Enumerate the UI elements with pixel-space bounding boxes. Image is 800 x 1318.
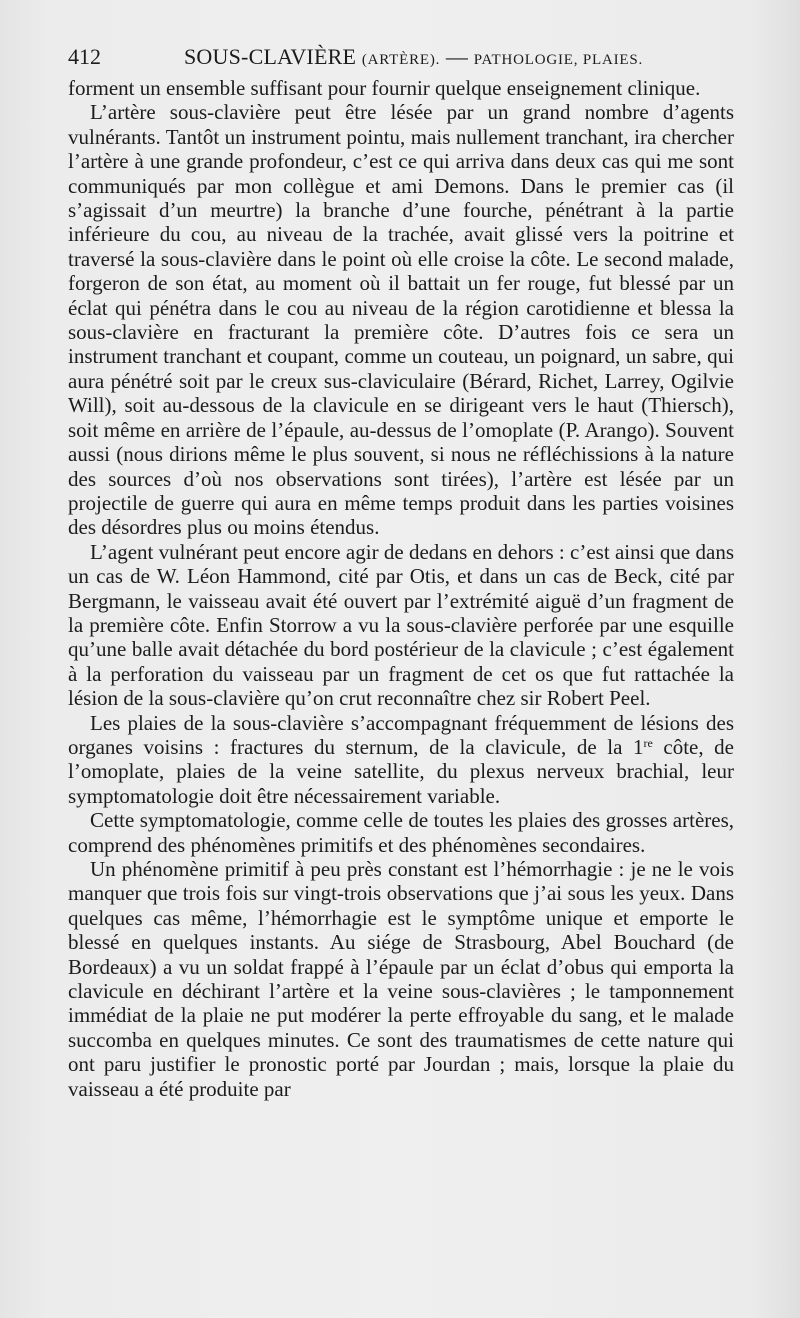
paragraph-2: L’artère sous-clavière peut être lésée par un grand nombre d’agents vulnérants. Tantôt un instrument pointu, mais nullement tranchant, ira chercher l’artère à une grande profondeur, c’est ce qui arriva dans deux cas qui me sont communiqués par mon collègue et ami Demons. Dans le premier cas (il s’agissait d’un meurtre) la branche d’une fourche, pénétrant à la partie inférieure du cou, au niveau de la trachée, avait glissé vers la poitrine et traversé la sous-clavière dans le point où elle croise la côte. Le second malade, forgeron de son état, au moment où il battait un fer rouge, fut blessé par un éclat qui pénétra dans le cou au niveau de la région carotidienne et blessa la sous-clavière en fracturant la première côte. D’autres fois ce sera un instrument tranchant et coupant, comme un couteau, un poignard, un sabre, qui aura pénétré soit par le creux sus-claviculaire (Bérard, Richet, Larrey, Ogilvie Will), soit au-dessous de la clavicule en se dirigeant vers le haut (Thiersch), soit même en arrière de l’épaule, au-dessus de l’omoplate (P. Arango). Souvent aussi (nous dirions même le plus souvent, si nous ne réfléchissions à la nature des sources d’où nos observations sont tirées), l’artère est lésée par un projectile de guerre qui aura en même temps produit dans les parties voisines des désordres plus ou moins étendus. bbox=[68, 100, 734, 540]
paragraph-1: forment un ensemble suffisant pour fournir quelque enseignement clinique. bbox=[68, 76, 701, 100]
paragraph-4 bbox=[68, 711, 734, 809]
title-sub: (ARTÈRE). bbox=[361, 52, 441, 68]
body-text bbox=[68, 76, 734, 1101]
ordinal-superscript: re bbox=[643, 735, 653, 750]
title-separator: — bbox=[445, 44, 469, 69]
paragraph-4-text-a: Les plaies de la sous-clavière s’accompagnant fréquemment de lésions des organes voisins : fractures du sternum, de la clavicule, de la 1 bbox=[68, 710, 734, 759]
section-title: PATHOLOGIE, PLAIES. bbox=[473, 52, 644, 68]
paragraph-6: Un phénomène primitif à peu près constant est l’hémorrhagie : je ne le vois manquer que trois fois sur vingt-trois observations que j’ai sous les yeux. Dans quelques cas même, l’hémorrhagie est le symptôme unique et emporte le blessé en quelques instants. Au siége de Strasbourg, Abel Bouchard (de Bordeaux) a vu un soldat frappé à l’épaule par un éclat d’obus qui emporta la clavicule en déchirant l’artère et la veine sous-clavières ; le tamponnement immédiat de la plaie ne put modérer la perte effroyable du sang, et le malade succomba en quelques minutes. Ce sont des traumatismes de cette nature qui ont paru justifier le pronostic porté par Jourdan ; mais, lorsque la plaie du vaisseau a été produite par bbox=[68, 857, 734, 1101]
paragraph-5: Cette symptomatologie, comme celle de toutes les plaies des grosses artères, comprend des phénomènes primitifs et des phénomènes secondaires. bbox=[68, 808, 734, 857]
paragraph-4-text-b: côte, de l’omoplate, plaies de la veine satellite, du plexus nerveux brachial, leur symptomatologie doit être nécessairement variable. bbox=[68, 734, 734, 808]
running-header bbox=[68, 44, 734, 74]
paragraph-3: L’agent vulnérant peut encore agir de dedans en dehors : c’est ainsi que dans un cas de W. Léon Hammond, cité par Otis, et dans un cas de Beck, cité par Bergmann, le vaisseau avait été ouvert par l’extrémité aiguë d’un fragment de la première côte. Enfin Storrow a vu la sous-clavière perforée par une esquille qu’une balle avait détachée du bord postérieur de la clavicule ; c’est également à la perforation du vaisseau par un fragment de cet os que fut rattachée la lésion de la sous-clavière qu’on crut reconnaître chez sir Robert Peel. bbox=[68, 539, 734, 711]
page-number: 412 bbox=[68, 44, 101, 69]
title-main: SOUS-CLAVIÈRE bbox=[184, 44, 357, 69]
running-title bbox=[184, 44, 643, 70]
